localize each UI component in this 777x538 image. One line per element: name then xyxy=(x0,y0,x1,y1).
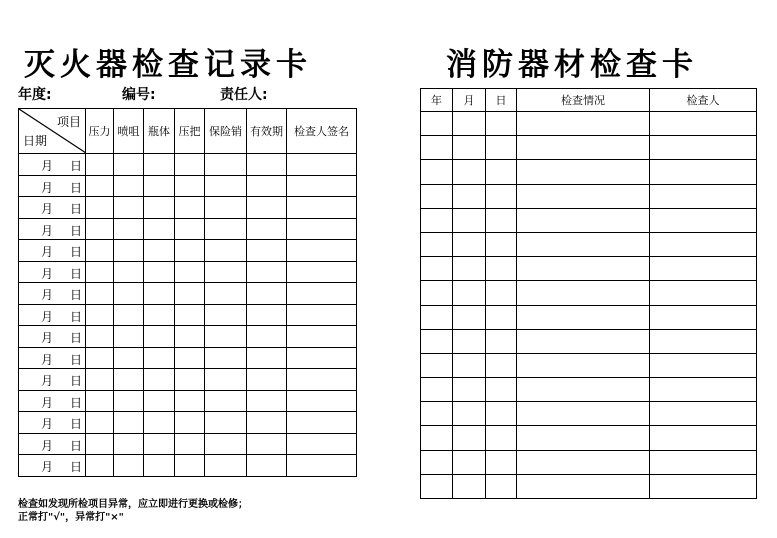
entry-cell[interactable] xyxy=(486,378,517,402)
day-label: 日 xyxy=(69,223,82,238)
entry-cell[interactable] xyxy=(517,160,650,184)
table-row xyxy=(421,426,757,450)
entry-cell[interactable] xyxy=(144,347,175,369)
month-label: 月 xyxy=(41,180,54,195)
entry-cell[interactable] xyxy=(205,283,247,305)
table-row xyxy=(421,402,757,426)
day-label: 日 xyxy=(69,159,82,173)
entry-cell[interactable] xyxy=(114,154,144,176)
equipment-check-table xyxy=(420,88,757,499)
day-label: 日 xyxy=(69,331,82,345)
entry-cell[interactable] xyxy=(287,218,357,240)
day-label: 日 xyxy=(69,180,82,195)
table-row xyxy=(19,154,357,176)
entry-cell[interactable] xyxy=(486,474,517,498)
entry-cell[interactable] xyxy=(421,208,453,232)
entry-cell[interactable] xyxy=(205,240,247,262)
day-label: 日 xyxy=(69,266,82,281)
entry-cell[interactable] xyxy=(175,455,205,477)
entry-cell[interactable] xyxy=(205,390,247,412)
column-header: 压力 xyxy=(86,109,114,154)
entry-cell[interactable] xyxy=(650,281,757,305)
entry-cell[interactable] xyxy=(517,184,650,208)
entry-cell[interactable] xyxy=(486,426,517,450)
month-label: 月 xyxy=(41,374,54,388)
entry-cell[interactable] xyxy=(650,450,757,474)
entry-cell[interactable] xyxy=(144,412,175,434)
month-label: 月 xyxy=(41,266,54,281)
day-label: 日 xyxy=(69,374,82,388)
month-label: 月 xyxy=(41,159,54,173)
entry-cell[interactable] xyxy=(86,369,114,391)
date-cell xyxy=(19,175,86,197)
entry-cell[interactable] xyxy=(114,369,144,391)
entry-cell[interactable] xyxy=(421,426,453,450)
note-line-1: 检查如发现所检项目异常，应立即进行更换或检修； xyxy=(18,499,248,510)
entry-cell[interactable] xyxy=(287,261,357,283)
column-header: 保险销 xyxy=(205,109,247,154)
table-row xyxy=(19,347,357,369)
table-row xyxy=(421,474,757,498)
table-row xyxy=(421,232,757,256)
column-header: 年 xyxy=(421,89,453,112)
table-row xyxy=(19,240,357,262)
entry-cell[interactable] xyxy=(86,218,114,240)
entry-cell[interactable] xyxy=(175,261,205,283)
table-row xyxy=(421,281,757,305)
entry-cell[interactable] xyxy=(421,112,453,136)
entry-cell[interactable] xyxy=(421,305,453,329)
entry-cell[interactable] xyxy=(453,112,486,136)
entry-cell[interactable] xyxy=(287,455,357,477)
entry-cell[interactable] xyxy=(247,283,287,305)
entry-cell[interactable] xyxy=(247,390,287,412)
date-cell xyxy=(19,369,86,391)
entry-cell[interactable] xyxy=(486,232,517,256)
entry-cell[interactable] xyxy=(175,433,205,455)
entry-cell[interactable] xyxy=(650,160,757,184)
entry-cell[interactable] xyxy=(486,160,517,184)
entry-cell[interactable] xyxy=(650,378,757,402)
entry-cell[interactable] xyxy=(287,347,357,369)
entry-cell[interactable] xyxy=(247,347,287,369)
entry-cell[interactable] xyxy=(287,412,357,434)
date-cell xyxy=(19,261,86,283)
date-cell xyxy=(19,154,86,176)
entry-cell[interactable] xyxy=(247,197,287,219)
table-row xyxy=(19,304,357,326)
entry-cell[interactable] xyxy=(205,326,247,348)
column-header: 日 xyxy=(486,89,517,112)
entry-cell[interactable] xyxy=(205,369,247,391)
number-label: 编号: xyxy=(122,87,156,103)
entry-cell[interactable] xyxy=(517,112,650,136)
day-label: 日 xyxy=(69,288,82,302)
entry-cell[interactable] xyxy=(650,112,757,136)
month-label: 月 xyxy=(41,202,54,216)
table-row xyxy=(421,257,757,281)
month-label: 月 xyxy=(41,288,54,302)
entry-cell[interactable] xyxy=(517,281,650,305)
entry-cell[interactable] xyxy=(287,369,357,391)
entry-cell[interactable] xyxy=(486,281,517,305)
entry-cell[interactable] xyxy=(486,450,517,474)
left-card-title: 灭火器检查记录卡 xyxy=(24,47,312,83)
table-row xyxy=(19,369,357,391)
entry-cell[interactable] xyxy=(114,304,144,326)
column-header: 瓶体 xyxy=(144,109,175,154)
entry-cell[interactable] xyxy=(421,232,453,256)
column-header: 月 xyxy=(453,89,486,112)
table-row xyxy=(19,433,357,455)
entry-cell[interactable] xyxy=(86,326,114,348)
table-row xyxy=(19,283,357,305)
entry-cell[interactable] xyxy=(453,184,486,208)
entry-cell[interactable] xyxy=(114,261,144,283)
entry-cell[interactable] xyxy=(421,160,453,184)
entry-cell[interactable] xyxy=(144,175,175,197)
entry-cell[interactable] xyxy=(421,450,453,474)
entry-cell[interactable] xyxy=(421,353,453,377)
table-row xyxy=(421,378,757,402)
day-label: 日 xyxy=(69,309,82,324)
diagonal-header-cell xyxy=(19,109,86,154)
table-row xyxy=(421,305,757,329)
day-label: 日 xyxy=(69,352,82,367)
day-label: 日 xyxy=(69,417,82,431)
date-cell xyxy=(19,197,86,219)
entry-cell[interactable] xyxy=(287,175,357,197)
entry-cell[interactable] xyxy=(86,154,114,176)
entry-cell[interactable] xyxy=(421,329,453,353)
entry-cell[interactable] xyxy=(421,184,453,208)
column-header: 检查人 xyxy=(650,89,757,112)
entry-cell[interactable] xyxy=(486,353,517,377)
entry-cell[interactable] xyxy=(453,305,486,329)
date-cell xyxy=(19,240,86,262)
day-label: 日 xyxy=(69,202,82,216)
table-row xyxy=(421,136,757,160)
entry-cell[interactable] xyxy=(453,329,486,353)
entry-cell[interactable] xyxy=(114,175,144,197)
entry-cell[interactable] xyxy=(175,326,205,348)
entry-cell[interactable] xyxy=(205,412,247,434)
column-header: 压把 xyxy=(175,109,205,154)
entry-cell[interactable] xyxy=(175,283,205,305)
entry-cell[interactable] xyxy=(453,208,486,232)
entry-cell[interactable] xyxy=(517,353,650,377)
entry-cell[interactable] xyxy=(486,208,517,232)
entry-cell[interactable] xyxy=(205,261,247,283)
month-label: 月 xyxy=(41,309,54,324)
day-label: 日 xyxy=(69,395,82,410)
date-cell xyxy=(19,326,86,348)
entry-cell[interactable] xyxy=(86,412,114,434)
entry-cell[interactable] xyxy=(287,154,357,176)
entry-cell[interactable] xyxy=(287,197,357,219)
entry-cell[interactable] xyxy=(175,390,205,412)
entry-cell[interactable] xyxy=(287,326,357,348)
month-label: 月 xyxy=(41,460,54,474)
entry-cell[interactable] xyxy=(144,304,175,326)
entry-cell[interactable] xyxy=(517,257,650,281)
entry-cell[interactable] xyxy=(144,197,175,219)
column-header: 喷咀 xyxy=(114,109,144,154)
entry-cell[interactable] xyxy=(486,184,517,208)
entry-cell[interactable] xyxy=(650,426,757,450)
entry-cell[interactable] xyxy=(144,261,175,283)
entry-cell[interactable] xyxy=(517,208,650,232)
entry-cell[interactable] xyxy=(517,402,650,426)
entry-cell[interactable] xyxy=(205,304,247,326)
entry-cell[interactable] xyxy=(650,257,757,281)
table-row xyxy=(19,175,357,197)
entry-cell[interactable] xyxy=(453,378,486,402)
entry-cell[interactable] xyxy=(517,136,650,160)
entry-cell[interactable] xyxy=(114,390,144,412)
table-row xyxy=(19,455,357,477)
entry-cell[interactable] xyxy=(114,197,144,219)
date-cell xyxy=(19,218,86,240)
month-label: 月 xyxy=(41,395,54,410)
table-row xyxy=(421,353,757,377)
entry-cell[interactable] xyxy=(650,353,757,377)
entry-cell[interactable] xyxy=(421,402,453,426)
date-cell xyxy=(19,347,86,369)
entry-cell[interactable] xyxy=(144,283,175,305)
entry-cell[interactable] xyxy=(517,329,650,353)
entry-cell[interactable] xyxy=(486,402,517,426)
entry-cell[interactable] xyxy=(453,136,486,160)
table-row xyxy=(421,450,757,474)
entry-cell[interactable] xyxy=(175,347,205,369)
column-header: 检查情况 xyxy=(517,89,650,112)
entry-cell[interactable] xyxy=(247,412,287,434)
entry-cell[interactable] xyxy=(86,240,114,262)
month-label: 月 xyxy=(41,417,54,431)
entry-cell[interactable] xyxy=(144,390,175,412)
entry-cell[interactable] xyxy=(175,175,205,197)
entry-cell[interactable] xyxy=(517,426,650,450)
entry-cell[interactable] xyxy=(175,304,205,326)
year-label: 年度: xyxy=(18,87,52,103)
entry-cell[interactable] xyxy=(86,175,114,197)
entry-cell[interactable] xyxy=(205,218,247,240)
entry-cell[interactable] xyxy=(247,175,287,197)
entry-cell[interactable] xyxy=(517,378,650,402)
month-label: 月 xyxy=(41,223,54,238)
entry-cell[interactable] xyxy=(650,136,757,160)
entry-cell[interactable] xyxy=(453,160,486,184)
entry-cell[interactable] xyxy=(86,347,114,369)
entry-cell[interactable] xyxy=(421,136,453,160)
entry-cell[interactable] xyxy=(144,154,175,176)
month-label: 月 xyxy=(41,352,54,367)
month-label: 月 xyxy=(41,331,54,345)
entry-cell[interactable] xyxy=(517,305,650,329)
entry-cell[interactable] xyxy=(144,218,175,240)
entry-cell[interactable] xyxy=(86,283,114,305)
entry-cell[interactable] xyxy=(86,390,114,412)
entry-cell[interactable] xyxy=(287,433,357,455)
entry-cell[interactable] xyxy=(114,347,144,369)
entry-cell[interactable] xyxy=(453,474,486,498)
entry-cell[interactable] xyxy=(144,240,175,262)
entry-cell[interactable] xyxy=(453,426,486,450)
entry-cell[interactable] xyxy=(114,326,144,348)
entry-cell[interactable] xyxy=(453,402,486,426)
date-cell xyxy=(19,412,86,434)
entry-cell[interactable] xyxy=(650,474,757,498)
day-label: 日 xyxy=(69,460,82,474)
date-cell xyxy=(19,455,86,477)
date-cell xyxy=(19,390,86,412)
column-header: 有效期 xyxy=(247,109,287,154)
table-row xyxy=(19,218,357,240)
entry-cell[interactable] xyxy=(205,175,247,197)
entry-cell[interactable] xyxy=(144,433,175,455)
entry-cell[interactable] xyxy=(114,218,144,240)
entry-cell[interactable] xyxy=(247,240,287,262)
date-cell xyxy=(19,304,86,326)
owner-label: 责任人: xyxy=(220,87,268,103)
entry-cell[interactable] xyxy=(453,257,486,281)
entry-cell[interactable] xyxy=(650,305,757,329)
entry-cell[interactable] xyxy=(287,283,357,305)
entry-cell[interactable] xyxy=(86,455,114,477)
entry-cell[interactable] xyxy=(287,390,357,412)
entry-cell[interactable] xyxy=(86,197,114,219)
entry-cell[interactable] xyxy=(247,304,287,326)
entry-cell[interactable] xyxy=(205,433,247,455)
entry-cell[interactable] xyxy=(114,283,144,305)
entry-cell[interactable] xyxy=(453,353,486,377)
day-label: 日 xyxy=(69,438,82,453)
item-label: 项目 xyxy=(56,115,81,129)
entry-cell[interactable] xyxy=(650,184,757,208)
entry-cell[interactable] xyxy=(114,240,144,262)
entry-cell[interactable] xyxy=(421,281,453,305)
entry-cell[interactable] xyxy=(175,154,205,176)
entry-cell[interactable] xyxy=(114,455,144,477)
entry-cell[interactable] xyxy=(421,257,453,281)
entry-cell[interactable] xyxy=(247,261,287,283)
entry-cell[interactable] xyxy=(486,112,517,136)
table-row xyxy=(19,326,357,348)
entry-cell[interactable] xyxy=(247,455,287,477)
date-cell xyxy=(19,283,86,305)
day-label: 日 xyxy=(69,245,82,259)
entry-cell[interactable] xyxy=(517,232,650,256)
entry-cell[interactable] xyxy=(486,305,517,329)
entry-cell[interactable] xyxy=(287,240,357,262)
month-label: 月 xyxy=(41,438,54,453)
entry-cell[interactable] xyxy=(247,369,287,391)
entry-cell[interactable] xyxy=(486,136,517,160)
entry-cell[interactable] xyxy=(144,326,175,348)
table-row xyxy=(421,184,757,208)
column-header: 检查人签名 xyxy=(287,109,357,154)
table-row xyxy=(19,412,357,434)
entry-cell[interactable] xyxy=(650,402,757,426)
entry-cell[interactable] xyxy=(175,240,205,262)
entry-cell[interactable] xyxy=(175,218,205,240)
entry-cell[interactable] xyxy=(144,455,175,477)
entry-cell[interactable] xyxy=(247,433,287,455)
date-label: 日期 xyxy=(23,134,48,148)
entry-cell[interactable] xyxy=(486,329,517,353)
entry-cell[interactable] xyxy=(486,257,517,281)
entry-cell[interactable] xyxy=(205,347,247,369)
extinguisher-record-table xyxy=(18,108,357,477)
entry-cell[interactable] xyxy=(517,450,650,474)
table-row xyxy=(421,208,757,232)
entry-cell[interactable] xyxy=(175,197,205,219)
entry-cell[interactable] xyxy=(517,474,650,498)
entry-cell[interactable] xyxy=(175,369,205,391)
entry-cell[interactable] xyxy=(86,433,114,455)
entry-cell[interactable] xyxy=(247,154,287,176)
table-row xyxy=(19,390,357,412)
entry-cell[interactable] xyxy=(175,412,205,434)
entry-cell[interactable] xyxy=(205,154,247,176)
entry-cell[interactable] xyxy=(114,433,144,455)
table-row xyxy=(421,112,757,136)
table-row xyxy=(19,261,357,283)
entry-cell[interactable] xyxy=(453,232,486,256)
entry-cell[interactable] xyxy=(421,474,453,498)
entry-cell[interactable] xyxy=(650,232,757,256)
entry-cell[interactable] xyxy=(114,412,144,434)
month-label: 月 xyxy=(41,245,54,259)
entry-cell[interactable] xyxy=(205,197,247,219)
entry-cell[interactable] xyxy=(205,455,247,477)
entry-cell[interactable] xyxy=(650,329,757,353)
entry-cell[interactable] xyxy=(144,369,175,391)
table-row xyxy=(19,197,357,219)
entry-cell[interactable] xyxy=(86,304,114,326)
entry-cell[interactable] xyxy=(247,326,287,348)
entry-cell[interactable] xyxy=(86,261,114,283)
note-line-2: 正常打"√"，异常打"×" xyxy=(18,512,124,523)
table-row xyxy=(421,160,757,184)
entry-cell[interactable] xyxy=(247,218,287,240)
entry-cell[interactable] xyxy=(453,281,486,305)
entry-cell[interactable] xyxy=(421,378,453,402)
table-row xyxy=(421,329,757,353)
entry-cell[interactable] xyxy=(650,208,757,232)
date-cell xyxy=(19,433,86,455)
entry-cell[interactable] xyxy=(287,304,357,326)
entry-cell[interactable] xyxy=(453,450,486,474)
right-card-title: 消防器材检查卡 xyxy=(446,47,698,83)
